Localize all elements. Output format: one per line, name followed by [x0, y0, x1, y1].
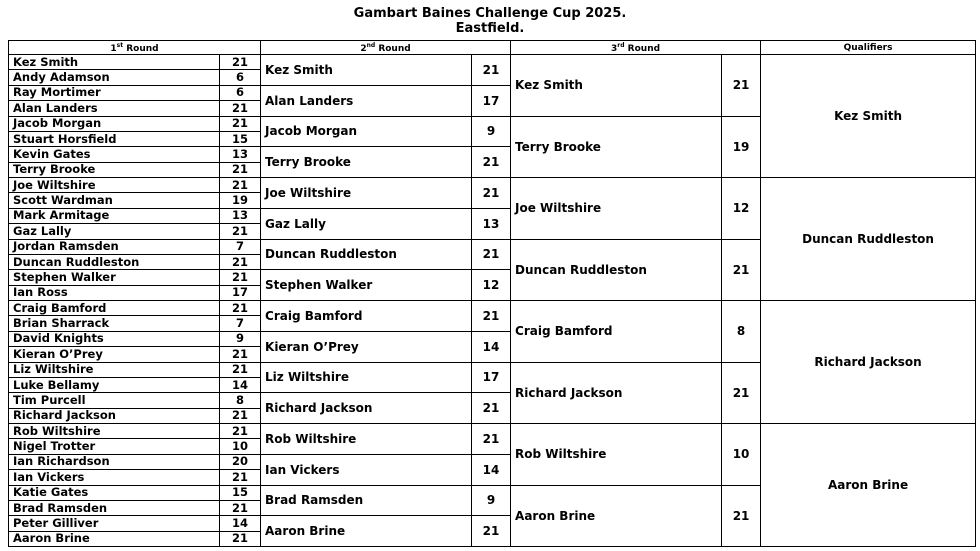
round3-header: 3rd Round [511, 41, 761, 55]
round1-score: 21 [220, 178, 261, 193]
round3-score: 8 [722, 301, 761, 363]
table-row [9, 424, 976, 439]
round1-score: 21 [220, 270, 261, 285]
round1-player-name: Kieran O’Prey [9, 347, 220, 362]
round1-player-name: Kevin Gates [9, 147, 220, 162]
round2-player-name: Ian Vickers [261, 454, 472, 485]
round2-score: 21 [472, 147, 511, 178]
round2-score: 17 [472, 362, 511, 393]
round2-score: 21 [472, 424, 511, 455]
round1-score: 20 [220, 454, 261, 469]
page-title: Gambart Baines Challenge Cup 2025. [353, 6, 627, 21]
round1-player-name: Kez Smith [9, 55, 220, 70]
round1-score: 7 [220, 239, 261, 254]
round3-score: 21 [722, 485, 761, 547]
round1-player-name: Liz Wiltshire [9, 362, 220, 377]
round2-player-name: Aaron Brine [261, 516, 472, 547]
bracket-table [8, 40, 976, 547]
round1-player-name: Brad Ramsden [9, 500, 220, 515]
page-subtitle: Eastfield. [455, 21, 525, 36]
round2-score: 21 [472, 178, 511, 209]
round3-player-name: Aaron Brine [511, 485, 722, 547]
round1-score: 21 [220, 301, 261, 316]
round1-score: 8 [220, 393, 261, 408]
round1-score: 21 [220, 408, 261, 423]
round1-score: 15 [220, 485, 261, 500]
round1-player-name: Gaz Lally [9, 224, 220, 239]
round1-player-name: Peter Gilliver [9, 516, 220, 531]
round1-player-name: Richard Jackson [9, 408, 220, 423]
round1-score: 10 [220, 439, 261, 454]
round1-score: 21 [220, 116, 261, 131]
round2-score: 21 [472, 516, 511, 547]
qualifiers-header: Qualifiers [761, 41, 976, 55]
round1-player-name: Alan Landers [9, 101, 220, 116]
round3-score: 21 [722, 362, 761, 424]
round1-player-name: Stuart Horsfield [9, 131, 220, 146]
round2-score: 21 [472, 55, 511, 86]
round2-score: 21 [472, 393, 511, 424]
round1-score: 6 [220, 85, 261, 100]
round2-score: 21 [472, 239, 511, 270]
round3-score: 21 [722, 55, 761, 117]
qualifier-name: Kez Smith [761, 55, 976, 178]
round2-player-name: Stephen Walker [261, 270, 472, 301]
round3-player-name: Terry Brooke [511, 116, 722, 178]
round1-player-name: Ian Ross [9, 285, 220, 300]
round1-player-name: David Knights [9, 331, 220, 346]
qualifier-name: Richard Jackson [761, 301, 976, 424]
round2-player-name: Kieran O’Prey [261, 331, 472, 362]
round1-score: 21 [220, 362, 261, 377]
round1-header: 1st Round [9, 41, 261, 55]
round1-player-name: Stephen Walker [9, 270, 220, 285]
round3-score: 19 [722, 116, 761, 178]
round1-player-name: Duncan Ruddleston [9, 254, 220, 269]
round3-score: 10 [722, 424, 761, 486]
round1-score: 17 [220, 285, 261, 300]
round2-score: 21 [472, 301, 511, 332]
round1-player-name: Craig Bamford [9, 301, 220, 316]
round1-score: 21 [220, 500, 261, 515]
round1-player-name: Luke Bellamy [9, 377, 220, 392]
round1-player-name: Jordan Ramsden [9, 239, 220, 254]
round1-player-name: Scott Wardman [9, 193, 220, 208]
round1-score: 6 [220, 70, 261, 85]
round1-player-name: Rob Wiltshire [9, 424, 220, 439]
round3-player-name: Rob Wiltshire [511, 424, 722, 486]
round3-player-name: Richard Jackson [511, 362, 722, 424]
round3-score: 12 [722, 178, 761, 240]
round3-player-name: Kez Smith [511, 55, 722, 117]
round2-score: 9 [472, 485, 511, 516]
round2-player-name: Alan Landers [261, 85, 472, 116]
round3-player-name: Duncan Ruddleston [511, 239, 722, 301]
round1-player-name: Ian Vickers [9, 470, 220, 485]
round2-score: 14 [472, 331, 511, 362]
round1-player-name: Joe Wiltshire [9, 178, 220, 193]
round2-player-name: Duncan Ruddleston [261, 239, 472, 270]
round1-player-name: Katie Gates [9, 485, 220, 500]
table-row [9, 178, 976, 193]
round1-score: 21 [220, 347, 261, 362]
round2-player-name: Gaz Lally [261, 208, 472, 239]
table-row [9, 55, 976, 70]
round3-player-name: Joe Wiltshire [511, 178, 722, 240]
round3-score: 21 [722, 239, 761, 301]
round2-player-name: Richard Jackson [261, 393, 472, 424]
round1-score: 21 [220, 224, 261, 239]
round2-player-name: Liz Wiltshire [261, 362, 472, 393]
round1-score: 21 [220, 424, 261, 439]
round1-player-name: Ray Mortimer [9, 85, 220, 100]
table-row [9, 301, 976, 316]
round1-score: 15 [220, 131, 261, 146]
round2-score: 17 [472, 85, 511, 116]
round2-player-name: Jacob Morgan [261, 116, 472, 147]
round1-player-name: Terry Brooke [9, 162, 220, 177]
round2-score: 9 [472, 116, 511, 147]
round1-player-name: Mark Armitage [9, 208, 220, 223]
round2-player-name: Kez Smith [261, 55, 472, 86]
round2-player-name: Terry Brooke [261, 147, 472, 178]
round1-player-name: Nigel Trotter [9, 439, 220, 454]
round2-player-name: Rob Wiltshire [261, 424, 472, 455]
round1-score: 21 [220, 162, 261, 177]
round1-score: 21 [220, 55, 261, 70]
round1-score: 21 [220, 254, 261, 269]
round1-player-name: Aaron Brine [9, 531, 220, 546]
round1-player-name: Ian Richardson [9, 454, 220, 469]
round1-score: 21 [220, 101, 261, 116]
qualifier-name: Duncan Ruddleston [761, 178, 976, 301]
round2-score: 14 [472, 454, 511, 485]
round2-score: 12 [472, 270, 511, 301]
round1-score: 19 [220, 193, 261, 208]
round1-score: 14 [220, 516, 261, 531]
round2-player-name: Joe Wiltshire [261, 178, 472, 209]
round1-player-name: Brian Sharrack [9, 316, 220, 331]
round2-player-name: Brad Ramsden [261, 485, 472, 516]
round1-score: 9 [220, 331, 261, 346]
round1-score: 7 [220, 316, 261, 331]
round1-player-name: Tim Purcell [9, 393, 220, 408]
round1-score: 21 [220, 470, 261, 485]
round1-score: 13 [220, 147, 261, 162]
round2-header: 2nd Round [261, 41, 511, 55]
round1-score: 21 [220, 531, 261, 546]
round1-score: 13 [220, 208, 261, 223]
round1-player-name: Andy Adamson [9, 70, 220, 85]
round2-score: 13 [472, 208, 511, 239]
round1-player-name: Jacob Morgan [9, 116, 220, 131]
qualifier-name: Aaron Brine [761, 424, 976, 547]
header-row [9, 41, 976, 55]
round1-score: 14 [220, 377, 261, 392]
round2-player-name: Craig Bamford [261, 301, 472, 332]
round3-player-name: Craig Bamford [511, 301, 722, 363]
